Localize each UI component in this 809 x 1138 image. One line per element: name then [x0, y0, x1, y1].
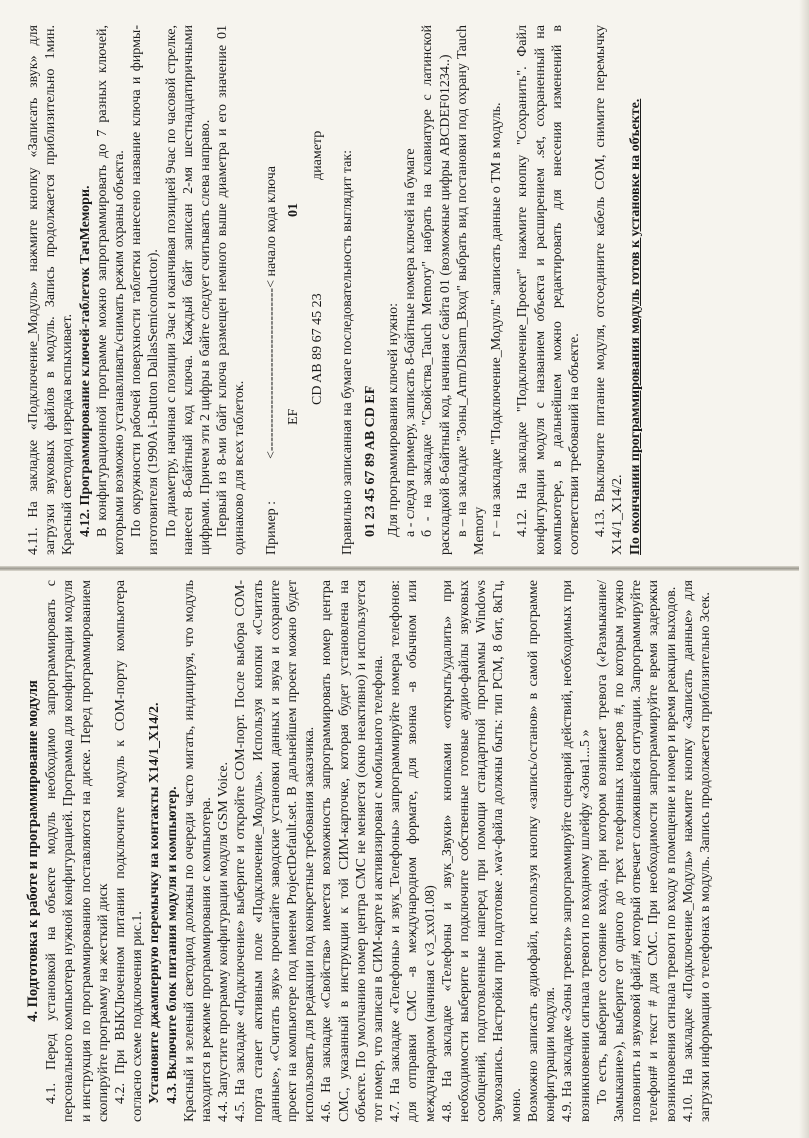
page-fold-divider: [0, 566, 809, 571]
example-diameter: диаметр: [309, 130, 325, 180]
paragraph-4-4: 4.4. Запустите программу конфигурации модуля GSM Voice.: [216, 761, 232, 1122]
step-a: а - следуя примеру, записать 8-байтные номера ключей на бумаге: [403, 148, 419, 537]
step-b: б - на закладке "Свойства_Tauch Memory" набрать на клавиатуре с латинской раскладкой 8-байтный код, начиная с байта 01 (возможные цифры ABCDEF01234..): [420, 25, 453, 555]
paragraph-keys-count: В конфигурационной программе можно запрограммировать до 7 разных ключей, которыми возможно устанавливать/снимать режим охраны объекта.: [94, 25, 128, 555]
paragraph-4-13: 4.13. Выключите питание модуля, отсоедините кабель COM, снимите перемычку X14/1_X14/2.: [593, 25, 626, 555]
example-byte-ef: EF: [285, 408, 301, 425]
paragraph-sequence: 01 23 45 67 89 AB CD EF: [362, 385, 378, 537]
paragraph-4-12-title: 4.12. Программирование ключей-таблеток ТачМемори.: [77, 185, 93, 537]
paragraph-alarm-scenario: То есть, выберите состояние входа, при котором возникает тревога («Размыкание/Замыкание»), выберите от одного до трех телефонных номеров #, по которым нужно позвонить и звуковой файл#, который отвечает сложившейся ситуации. Запрограммируйте телефон# и текст # для СМС. При необходимости запрограммируйте время задержки возникновения сигнала тревоги по входу в помещение и номер и время реакции выходов.: [594, 580, 679, 1122]
paragraph-key-code: По диаметру, начиная с позиции 3час и оканчивая позицией 9час по часовой стрелке, нанесен 8-байтный код ключа. Каждый байт записан 2-мя шестнадцатиричными цифрами. Причем эти 2 цифры в байте следует считывать слева направо.: [163, 25, 214, 555]
section-heading: 4. Подготовка к работе и программирование модуля: [25, 680, 41, 1022]
paragraph-4-5: 4.5. На закладке «Подключение» выберите и откройте COM-порт. После выбора COM-порта станет активным поле «Подключение_Модуль». Используя кнопки «Считать данные», «Считать звук» прочитайте заводские установки данных и звука и сохраните проект на компьютере под именем ProjectDefault.set. В дальнейшем проект можно будет использовать для редакции под конкретные требования заказчика.: [233, 580, 318, 1122]
final-note: По окончании программирования модуль готов к установке на объекте.: [627, 98, 643, 555]
paragraph-first-byte: Первый из 8-ми байт ключа размещен немного выше диаметра и его значение 01 одинаково для всех таблеток.: [215, 25, 248, 555]
sheet-edge: [799, 0, 809, 1138]
paragraph-4-7: 4.7. На закладке «Телефоны» и звук_Телефоны» запрограммируйте номера телефонов: для отправки СМС -в международном формате, для звонка -в обычном или международном (начиная с v3_xx01.08): [388, 580, 438, 1122]
paragraph-4-12-save: 4.12. На закладке "Подключение_Проект" нажмите кнопку "Сохранить". Файл конфигурации модуля с названием объекта и расширением .set, сохраненный на компьютере, в дальнейшем можно редактировать для внесения изменений в соответствии требований на объекте.: [515, 25, 583, 555]
paragraph-keys-how: Для программирования ключей нужно:: [386, 302, 402, 537]
paragraph-4-8: 4.8. На закладке «Телефоны и звук_Звуки» кнопками «открыть/удалить» при необходимости выберите и подключите собственные готовые аудио-файлы звуковых сообщений, подготовленные наперед при помощи стандартной программы Windows Звукозапись. Настройки при подготовке .wav-файла должны быть: тип PCM, 8 бит, 8кГц, моно.: [439, 580, 524, 1122]
left-page: [25, 580, 745, 1122]
example-label: Пример :: [263, 500, 279, 555]
example-byte-01: 01: [285, 203, 301, 217]
paragraph-leds: Красный и зеленый светодиод должны по очереди часто мигать, индицируя, что модуль находится в режиме программирования с компьютера.: [181, 580, 215, 1122]
paragraph-4-10: 4.10. На закладке «Подключение_Модуль» нажмите кнопку «Записать данные» для загрузки информации о телефонах в модуль. Запись продолжается приблизительно 3сек.: [680, 580, 713, 1122]
paragraph-4-2: 4.2. При ВЫКЛюченном питании подключите модуль к COM-порту компьютера согласно схеме подключения рис.1.: [113, 580, 146, 1122]
paragraph-correct-sequence: Правильно записанная на бумаге последовательность выглядит так:: [339, 149, 355, 555]
paragraph-4-9: 4.9. На закладке «Зоны тревоги» запрограммируйте сценарий действий, необходимых при возникновении сигнала тревоги по входному шлейфу «Зона1...5 »: [560, 580, 593, 1122]
example-arrow: <-----------------------------------< начало кода ключа: [263, 166, 279, 459]
paragraph-4-1: 4.1. Перед установкой на объекте модуль необходимо запрограммировать с персонального компьютера нужной конфигурацией. Программа для конфигурации модуля и инструкция по программированию поставляются на диске. Перед программированием скопируйте программу на жесткий диск: [44, 580, 111, 1122]
paragraph-4-6: 4.6. На закладке «Свойства» имеется возможность запрограммировать номер центра СМС, указанный в инструкции к той СИМ-карточке, которая будет установлена на объекте. По умолчанию номер центра СМС не меняется (окно неактивно) и используется тот номер, что записан в СИМ-карте и активизирован с мобильного телефона.: [319, 580, 387, 1122]
paragraph-key-surface: По окружности рабочей поверхности таблетки нанесено название ключа и фирмы-изготовителя (1990A i-Button DallasSemiconductor).: [129, 25, 162, 555]
example-bytes: CD AB 89 67 45 23: [309, 293, 325, 405]
right-page: [25, 25, 745, 555]
paragraph-audio-record: Возможно записать аудиофайл, используя кнопку «запись/останов» в самой программе конфигурации модуля.: [525, 580, 559, 1122]
paragraph-jumper: Установите джамперную перемычку на контакты X14/1_X14/2.: [147, 702, 163, 1104]
paragraph-4-3: 4.3. Включите блок питания модуля и компьютер.: [164, 786, 180, 1104]
paragraph-4-11: 4.11. На закладке «Подключение_Модуль» нажмите кнопку «Записать звук» для загрузки звуковых файлов в модуль. Запись продолжается приблизительно 1мин. Красный светодиод изредка вспыхивает.: [26, 25, 76, 555]
step-g: г – на закладке "Подключение_Модуль" записать данные о ТМ в модуль.: [489, 102, 505, 537]
step-v: в – на закладке "Зоны_Arm/Disarm_Вход" выбрать вид постановки под охрану Tauch Memory: [454, 25, 488, 555]
key-code-example: [263, 25, 327, 555]
